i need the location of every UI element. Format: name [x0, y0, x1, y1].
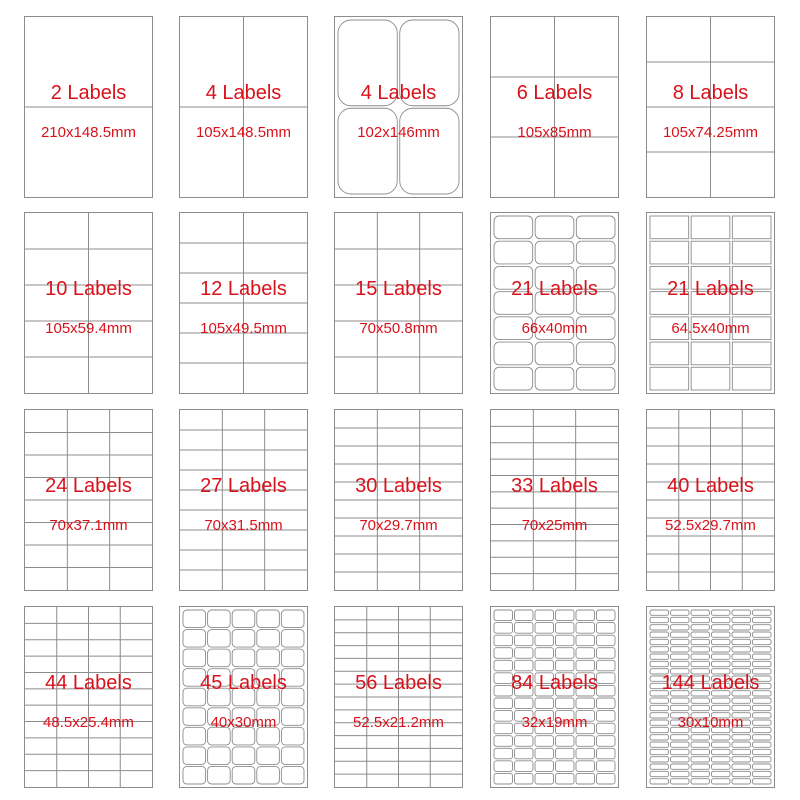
- sheet-layout: [335, 607, 462, 787]
- label-cell: [691, 757, 710, 762]
- label-cell: [753, 661, 772, 666]
- label-cell: [576, 610, 595, 621]
- label-cell: [535, 623, 554, 634]
- label-sheet-4-rounded: [334, 16, 463, 198]
- label-cell: [597, 610, 616, 621]
- label-sheet-10: [24, 212, 153, 394]
- label-cell: [732, 735, 751, 740]
- label-cell: [515, 736, 534, 747]
- label-cell: [535, 698, 554, 709]
- label-cell: [576, 773, 595, 784]
- label-cell: [650, 779, 669, 784]
- label-size: 70x37.1mm: [49, 517, 128, 534]
- label-sheet-4: [179, 16, 308, 198]
- label-cell: [671, 617, 690, 622]
- label-cell: [597, 635, 616, 646]
- label-size: 105x74.25mm: [662, 124, 759, 141]
- sheet-layout: [25, 213, 152, 393]
- label-cell: [691, 216, 730, 239]
- label-sheet-84: [490, 606, 619, 788]
- label-cell: [576, 241, 615, 264]
- label-cell: [671, 764, 690, 769]
- label-cell: [732, 610, 751, 615]
- label-cell: [576, 216, 615, 239]
- label-cell: [576, 635, 595, 646]
- label-cell: [753, 610, 772, 615]
- label-sheet-27: [179, 409, 308, 591]
- label-cell: [650, 661, 669, 666]
- sheet-layout: [647, 410, 774, 590]
- label-cell: [494, 623, 513, 634]
- label-size: 105x85mm: [517, 124, 592, 141]
- label-sheet-33: [490, 409, 619, 591]
- label-cell: [671, 779, 690, 784]
- label-cell: [691, 742, 710, 747]
- label-count: 27 Labels: [200, 475, 287, 497]
- label-cell: [494, 367, 533, 390]
- label-cell: [515, 698, 534, 709]
- label-cell: [732, 241, 771, 264]
- label-count: 10 Labels: [45, 278, 132, 300]
- label-cell: [732, 617, 751, 622]
- label-cell: [576, 342, 615, 365]
- label-cell: [712, 749, 731, 754]
- label-count: 84 Labels: [511, 672, 598, 694]
- label-cell: [597, 761, 616, 772]
- label-cell: [183, 630, 206, 648]
- label-cell: [556, 736, 575, 747]
- label-cell: [712, 735, 731, 740]
- label-cell: [400, 108, 459, 194]
- label-cell: [732, 779, 751, 784]
- label-cell: [671, 705, 690, 710]
- label-cell: [556, 635, 575, 646]
- label-cell: [753, 654, 772, 659]
- label-cell: [732, 698, 751, 703]
- label-size: 52.5x21.2mm: [353, 714, 444, 731]
- label-count: 6 Labels: [516, 82, 593, 104]
- label-cell: [576, 761, 595, 772]
- label-sheet-56: [334, 606, 463, 788]
- label-cell: [576, 748, 595, 759]
- label-size: 70x25mm: [521, 517, 588, 534]
- label-cell: [576, 736, 595, 747]
- label-cell: [732, 216, 771, 239]
- label-cell: [753, 639, 772, 644]
- label-cell: [691, 617, 710, 622]
- label-cell: [753, 705, 772, 710]
- label-cell: [232, 630, 255, 648]
- label-cell: [650, 764, 669, 769]
- label-cell: [732, 647, 751, 652]
- label-cell: [281, 649, 304, 667]
- sheet-layout: [491, 410, 618, 590]
- label-cell: [691, 632, 710, 637]
- label-cell: [535, 610, 554, 621]
- label-cell: [650, 367, 689, 390]
- label-cell: [732, 367, 771, 390]
- label-cell: [494, 761, 513, 772]
- sheet-layout: [180, 17, 307, 197]
- label-cell: [691, 625, 710, 630]
- label-count: 33 Labels: [511, 475, 598, 497]
- label-size: 102x146mm: [357, 124, 440, 141]
- label-cell: [691, 698, 710, 703]
- label-count: 44 Labels: [45, 672, 132, 694]
- label-cell: [712, 771, 731, 776]
- label-cell: [597, 736, 616, 747]
- label-sheet-24: [24, 409, 153, 591]
- label-cell: [535, 660, 554, 671]
- label-cell: [494, 748, 513, 759]
- label-cell: [597, 623, 616, 634]
- label-cell: [671, 757, 690, 762]
- label-cell: [753, 749, 772, 754]
- sheet-layout: [180, 213, 307, 393]
- label-cell: [515, 761, 534, 772]
- label-cell: [671, 742, 690, 747]
- label-cell: [691, 771, 710, 776]
- label-cell: [650, 639, 669, 644]
- label-cell: [650, 632, 669, 637]
- label-cell: [712, 610, 731, 615]
- label-cell: [535, 761, 554, 772]
- label-cell: [712, 661, 731, 666]
- sheet-layout: [491, 607, 618, 787]
- label-cell: [208, 649, 231, 667]
- label-cell: [535, 216, 574, 239]
- label-cell: [712, 632, 731, 637]
- label-sheet-44: [24, 606, 153, 788]
- label-cell: [281, 766, 304, 784]
- label-cell: [208, 766, 231, 784]
- label-cell: [712, 625, 731, 630]
- label-cell: [257, 630, 280, 648]
- label-cell: [650, 771, 669, 776]
- label-count: 45 Labels: [200, 672, 287, 694]
- label-cell: [650, 749, 669, 754]
- label-cell: [208, 610, 231, 628]
- label-cell: [753, 632, 772, 637]
- label-cell: [732, 705, 751, 710]
- label-cell: [535, 736, 554, 747]
- sheet-layout: [335, 17, 462, 197]
- label-size: 105x59.4mm: [45, 320, 132, 337]
- label-sheet-21-rounded: [490, 212, 619, 394]
- label-cell: [650, 610, 669, 615]
- label-cell: [535, 342, 574, 365]
- label-size: 66x40mm: [521, 320, 588, 337]
- label-count: 24 Labels: [45, 475, 132, 497]
- label-cell: [671, 771, 690, 776]
- label-size: 30x10mm: [677, 714, 744, 731]
- label-count: 2 Labels: [50, 82, 127, 104]
- label-cell: [183, 610, 206, 628]
- label-cell: [712, 654, 731, 659]
- label-size: 70x50.8mm: [359, 320, 438, 337]
- label-cell: [535, 635, 554, 646]
- label-cell: [232, 766, 255, 784]
- label-cell: [650, 705, 669, 710]
- label-count: 30 Labels: [355, 475, 442, 497]
- label-size: 64.5x40mm: [671, 320, 750, 337]
- label-count: 21 Labels: [667, 278, 754, 300]
- label-cell: [281, 610, 304, 628]
- label-cell: [671, 639, 690, 644]
- label-cell: [691, 610, 710, 615]
- label-sheet-15: [334, 212, 463, 394]
- label-size: 210x148.5mm: [40, 124, 137, 141]
- label-count: 40 Labels: [667, 475, 754, 497]
- label-cell: [338, 108, 397, 194]
- label-cell: [515, 748, 534, 759]
- label-cell: [691, 661, 710, 666]
- sheet-layout: [25, 607, 152, 787]
- label-size: 32x19mm: [521, 714, 588, 731]
- label-cell: [208, 747, 231, 765]
- label-cell: [494, 648, 513, 659]
- label-cell: [494, 635, 513, 646]
- sheet-layout: [25, 410, 152, 590]
- label-cell: [556, 748, 575, 759]
- label-cell: [753, 764, 772, 769]
- sheet-layout: [335, 213, 462, 393]
- label-cell: [576, 660, 595, 671]
- label-cell: [650, 757, 669, 762]
- sheet-layout: [335, 410, 462, 590]
- label-sheet-30: [334, 409, 463, 591]
- label-cell: [753, 742, 772, 747]
- label-cell: [691, 654, 710, 659]
- label-sheet-21-square: [646, 212, 775, 394]
- label-cell: [732, 632, 751, 637]
- label-cell: [494, 736, 513, 747]
- label-cell: [650, 625, 669, 630]
- label-cell: [535, 748, 554, 759]
- label-cell: [671, 632, 690, 637]
- label-size: 48.5x25.4mm: [43, 714, 134, 731]
- label-cell: [494, 610, 513, 621]
- label-cell: [671, 625, 690, 630]
- label-sheet-8: [646, 16, 775, 198]
- label-cell: [691, 749, 710, 754]
- label-cell: [712, 617, 731, 622]
- label-cell: [494, 773, 513, 784]
- label-cell: [671, 647, 690, 652]
- label-cell: [732, 771, 751, 776]
- label-cell: [556, 773, 575, 784]
- label-count: 56 Labels: [355, 672, 442, 694]
- label-cell: [515, 623, 534, 634]
- label-cell: [183, 747, 206, 765]
- label-cell: [257, 610, 280, 628]
- label-count: 12 Labels: [200, 278, 287, 300]
- label-cell: [515, 610, 534, 621]
- label-cell: [515, 660, 534, 671]
- label-cell: [281, 747, 304, 765]
- label-cell: [597, 648, 616, 659]
- label-sheet-144: [646, 606, 775, 788]
- label-cell: [556, 660, 575, 671]
- label-cell: [712, 779, 731, 784]
- label-cell: [691, 705, 710, 710]
- label-cell: [732, 764, 751, 769]
- label-count: 8 Labels: [672, 82, 749, 104]
- label-cell: [712, 639, 731, 644]
- label-cell: [597, 660, 616, 671]
- label-cell: [712, 647, 731, 652]
- label-cell: [671, 749, 690, 754]
- label-cell: [671, 654, 690, 659]
- sheet-layout: [491, 213, 618, 393]
- label-cell: [535, 241, 574, 264]
- label-cell: [515, 648, 534, 659]
- label-cell: [494, 241, 533, 264]
- sheet-layout: [647, 17, 774, 197]
- label-cell: [232, 747, 255, 765]
- label-cell: [183, 649, 206, 667]
- label-cell: [650, 617, 669, 622]
- label-cell: [576, 698, 595, 709]
- label-cell: [650, 342, 689, 365]
- label-cell: [671, 661, 690, 666]
- label-cell: [576, 648, 595, 659]
- label-cell: [556, 623, 575, 634]
- label-cell: [691, 764, 710, 769]
- label-count: 4 Labels: [205, 82, 282, 104]
- label-cell: [691, 639, 710, 644]
- sheet-layout: [180, 410, 307, 590]
- label-cell: [753, 771, 772, 776]
- label-cell: [753, 735, 772, 740]
- label-cell: [671, 698, 690, 703]
- label-cell: [650, 654, 669, 659]
- label-cell: [232, 610, 255, 628]
- label-cell: [257, 766, 280, 784]
- label-cell: [535, 648, 554, 659]
- label-size: 40x30mm: [210, 714, 277, 731]
- label-cell: [671, 610, 690, 615]
- label-cell: [515, 773, 534, 784]
- label-size: 70x29.7mm: [359, 517, 438, 534]
- label-cell: [650, 698, 669, 703]
- sheet-layout: [647, 213, 774, 393]
- label-cell: [556, 698, 575, 709]
- label-count: 21 Labels: [511, 278, 598, 300]
- label-size: 52.5x29.7mm: [665, 517, 756, 534]
- label-cell: [732, 639, 751, 644]
- sheet-layout: [25, 17, 152, 197]
- sheet-layout: [647, 607, 774, 787]
- label-cell: [556, 648, 575, 659]
- sheet-layout: [491, 17, 618, 197]
- label-sheet-45: [179, 606, 308, 788]
- label-cell: [732, 757, 751, 762]
- label-sheet-12: [179, 212, 308, 394]
- label-cell: [597, 773, 616, 784]
- label-cell: [732, 661, 751, 666]
- label-size: 105x148.5mm: [195, 124, 292, 141]
- label-cell: [753, 779, 772, 784]
- label-cell: [753, 647, 772, 652]
- label-cell: [232, 649, 255, 667]
- label-cell: [650, 647, 669, 652]
- label-cell: [576, 367, 615, 390]
- label-cell: [732, 625, 751, 630]
- label-cell: [712, 698, 731, 703]
- label-cell: [208, 630, 231, 648]
- label-cell: [535, 367, 574, 390]
- label-count: 4 Labels: [360, 82, 437, 104]
- label-cell: [597, 748, 616, 759]
- label-cell: [712, 742, 731, 747]
- label-cell: [650, 241, 689, 264]
- label-cell: [712, 757, 731, 762]
- label-cell: [576, 623, 595, 634]
- label-cell: [732, 749, 751, 754]
- label-cell: [691, 367, 730, 390]
- label-cell: [671, 735, 690, 740]
- label-cell: [732, 742, 751, 747]
- label-cell: [494, 342, 533, 365]
- label-cell: [556, 610, 575, 621]
- label-cell: [753, 698, 772, 703]
- label-count: 144 Labels: [661, 672, 760, 694]
- label-sheet-6: [490, 16, 619, 198]
- label-cell: [556, 761, 575, 772]
- label-cell: [691, 779, 710, 784]
- label-cell: [753, 617, 772, 622]
- label-cell: [535, 773, 554, 784]
- label-sheet-2: [24, 16, 153, 198]
- label-cell: [597, 698, 616, 709]
- label-cell: [732, 654, 751, 659]
- label-cell: [494, 698, 513, 709]
- label-cell: [257, 649, 280, 667]
- label-cell: [650, 735, 669, 740]
- label-cell: [650, 742, 669, 747]
- label-cell: [650, 216, 689, 239]
- label-count: 15 Labels: [355, 278, 442, 300]
- label-cell: [257, 747, 280, 765]
- label-cell: [691, 241, 730, 264]
- label-cell: [753, 625, 772, 630]
- label-cell: [691, 735, 710, 740]
- label-cell: [515, 635, 534, 646]
- sheet-layout: [180, 607, 307, 787]
- label-cell: [691, 647, 710, 652]
- label-size: 70x31.5mm: [204, 517, 283, 534]
- label-cell: [691, 342, 730, 365]
- label-cell: [281, 630, 304, 648]
- label-size: 105x49.5mm: [200, 320, 287, 337]
- label-cell: [494, 660, 513, 671]
- label-cell: [712, 705, 731, 710]
- label-cell: [494, 216, 533, 239]
- label-cell: [753, 757, 772, 762]
- label-cell: [712, 764, 731, 769]
- label-cell: [732, 342, 771, 365]
- label-sheet-40: [646, 409, 775, 591]
- label-cell: [183, 766, 206, 784]
